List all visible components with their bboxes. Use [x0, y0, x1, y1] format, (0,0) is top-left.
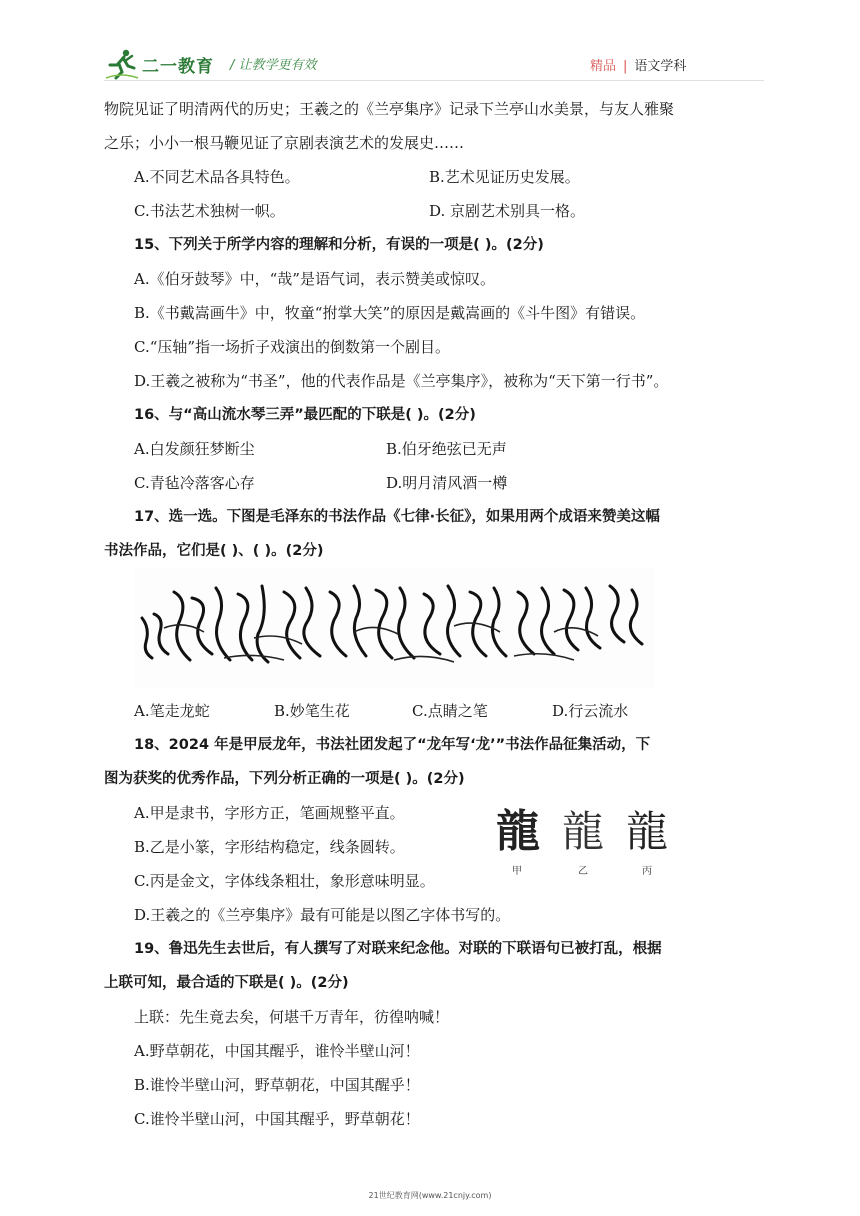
q17-stem-line-1: 17、选一选。下图是毛泽东的书法作品《七律·长征》，如果用两个成语来赞美这幅 — [134, 509, 660, 525]
q15-option-b: B.《书戴嵩画牛》中，牧童“拊掌大笑”的原因是戴嵩画的《斗牛图》有错误。 — [134, 304, 646, 322]
q14-options-row-1 — [104, 160, 764, 194]
runner-logo-icon — [104, 48, 140, 80]
q18-option-c: C.丙是金文，字体线条粗壮，象形意味明显。 — [134, 872, 435, 890]
intro-line-2: 之乐；小小一根马鞭见证了京剧表演艺术的发展史…… — [104, 134, 465, 152]
q14-options-row-2 — [104, 194, 764, 228]
q18-option-d: D.王羲之的《兰亭集序》最有可能是以图乙字体书写的。 — [134, 906, 511, 924]
brand-slogan: / 让教学更有效 — [230, 58, 317, 73]
glyph-bing: 龍 — [626, 807, 669, 856]
q14-option-c: C.书法艺术独树一帜。 — [134, 202, 285, 220]
q17-option-b: B.妙笔生花 — [274, 702, 350, 720]
q19-option-b: B.谁怜半壁山河，野草朝花，中国其醒乎！ — [134, 1076, 420, 1094]
q19-option-a: A.野草朝花，中国其醒乎，谁怜半壁山河！ — [134, 1042, 420, 1060]
glyph-jia: 龍 — [496, 806, 540, 857]
quality-tag: 精品 — [590, 59, 617, 74]
q18-stem-line-1: 18、2024 年是甲辰龙年，书法社团发起了“龙年写‘龙’”书法作品征集活动，下 — [134, 737, 651, 753]
q16-option-c: C.青毡冷落客心存 — [134, 474, 255, 492]
q18-option-b: B.乙是小篆，字形结构稳定，线条圆转。 — [134, 838, 405, 856]
glyph-yi: 龍 — [562, 807, 605, 856]
q17-stem-line-2: 书法作品，它们是( )、( )。(2分) — [104, 543, 324, 559]
q16-options-row-2 — [104, 466, 764, 500]
q16-stem: 16、与“高山流水琴三弄”最匹配的下联是( )。(2分) — [134, 407, 476, 423]
q17-options-row — [104, 694, 764, 728]
q18-block — [104, 796, 764, 932]
q16-options-row-1 — [104, 432, 764, 466]
q17-option-c: C.点睛之笔 — [412, 702, 488, 720]
q19-stem-line-1: 19、鲁迅先生去世后，有人撰写了对联来纪念他。对联的下联语句已被打乱，根据 — [134, 941, 662, 957]
q16-option-d: D.明月清风酒一樽 — [386, 474, 508, 492]
q19-option-c: C.谁怜半壁山河，中国其醒乎，野草朝花！ — [134, 1110, 420, 1128]
q16-option-a: A.白发颜狂梦断尘 — [134, 440, 255, 458]
q15-stem: 15、下列关于所学内容的理解和分析，有误的一项是( )。(2分) — [134, 237, 544, 253]
label-yi: 乙 — [578, 866, 588, 877]
dragon-scripts-image — [494, 798, 684, 878]
q19-upper-couplet: 上联：先生竟去矣，何堪千万青年，彷徨呐喊！ — [134, 1008, 450, 1026]
brand-name: 二一教育 — [142, 56, 214, 77]
label-jia: 甲 — [512, 866, 522, 877]
q14-option-d: D. 京剧艺术别具一格。 — [429, 202, 586, 220]
q16-option-b: B.伯牙绝弦已无声 — [386, 440, 507, 458]
intro-line-1: 物院见证了明清两代的历史；王羲之的《兰亭集序》记录下兰亭山水美景，与友人雅聚 — [104, 100, 675, 118]
q15-option-d: D.王羲之被称为“书圣”，他的代表作品是《兰亭集序》，被称为“天下第一行书”。 — [134, 372, 669, 390]
page-footer: 21世纪教育网(www.21cnjy.com) — [368, 1191, 492, 1200]
q17-option-d: D.行云流水 — [552, 702, 629, 720]
label-bing: 丙 — [642, 866, 652, 877]
document-body — [104, 92, 764, 1136]
q15-option-c: C.“压轴”指一场折子戏演出的倒数第一个剧目。 — [134, 338, 451, 356]
q17-option-a: A.笔走龙蛇 — [134, 702, 210, 720]
page-header — [0, 0, 860, 86]
brand-logo — [104, 48, 214, 80]
header-divider — [104, 80, 764, 81]
q14-option-b: B.艺术见证历史发展。 — [429, 168, 580, 186]
header-tags — [590, 55, 686, 74]
q18-stem-line-2: 图为获奖的优秀作品，下列分析正确的一项是( )。(2分) — [104, 771, 465, 787]
subject-tag: 语文学科 — [634, 59, 687, 74]
q14-option-a: A.不同艺术品各具特色。 — [134, 168, 300, 186]
header-separator: | — [623, 59, 628, 74]
calligraphy-image — [134, 568, 654, 688]
q15-option-a: A.《伯牙鼓琴》中，“哉”是语气词，表示赞美或惊叹。 — [134, 270, 495, 288]
q18-option-a: A.甲是隶书，字形方正，笔画规整平直。 — [134, 804, 405, 822]
q17-image-row — [104, 568, 764, 694]
q19-stem-line-2: 上联可知，最合适的下联是( )。(2分) — [104, 975, 349, 991]
